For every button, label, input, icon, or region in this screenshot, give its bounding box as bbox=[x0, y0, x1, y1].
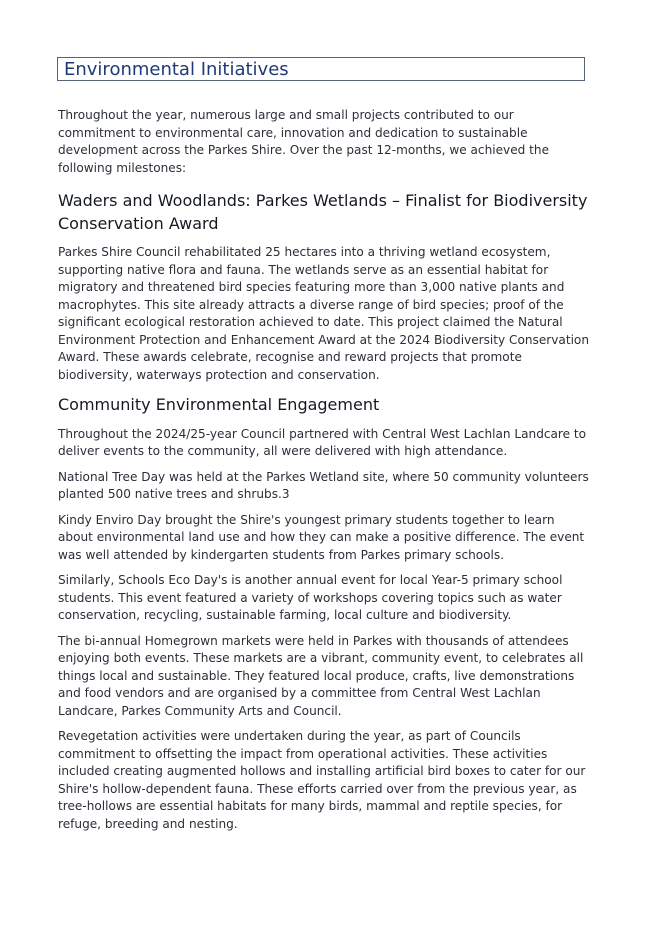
document-body bbox=[58, 107, 592, 841]
section-heading-community: Community Environmental Engagement bbox=[58, 395, 380, 414]
wetlands-paragraph: Parkes Shire Council rehabilitated 25 hectares into a thriving wetland ecosystem, supporting native flora and fauna. The wetlands serve as an essential habitat for migratory and threatened bird species featuring more than 3,000 native plants and macrophytes. This site already attracts a diverse range of bird species; proof of the significant ecological restoration achieved to date. This project claimed the Natural Environment Protection and Enhancement Award at the 2024 Biodiversity Conservation Award. These awards celebrate, recognise and reward projects that promote biodiversity, waterways protection and conservation. bbox=[58, 245, 589, 382]
community-paragraph-markets: The bi-annual Homegrown markets were held in Parkes with thousands of attendees enjoying both events. These markets are a vibrant, community event, to celebrates all things local and sustainable. They featured local produce, crafts, live demonstrations and food vendors and are organised by a committee from Central West Lachlan Landcare, Parkes Community Arts and Council. bbox=[58, 633, 584, 718]
community-paragraph-tree-day: National Tree Day was held at the Parkes Wetland site, where 50 community volunteers planted 500 native trees and shrubs.3 bbox=[58, 469, 589, 501]
community-paragraph-landcare: Throughout the 2024/25-year Council partnered with Central West Lachlan Landcare to deliver events to the community, all were delivered with high attendance. bbox=[58, 426, 587, 458]
community-paragraph-revegetation: Revegetation activities were undertaken during the year, as part of Councils commitment to offsetting the impact from operational activities. These activities included creating augmented hollows and installing artificial bird boxes to cater for our Shire's hollow-dependent fauna. These efforts carried over from the previous year, as tree-hollows are essential habitats for many birds, mammal and reptile species, for refuge, breeding and nesting. bbox=[58, 729, 586, 831]
intro-paragraph: Throughout the year, numerous large and small projects contributed to our commitment to environmental care, innovation and dedication to sustainable development across the Parkes Shire. Over the past 12-months, we achieved the following milestones: bbox=[58, 108, 550, 175]
section-heading-wetlands: Waders and Woodlands: Parkes Wetlands – Finalist for Biodiversity Conservation Award bbox=[58, 191, 588, 233]
community-paragraph-kindy: Kindy Enviro Day brought the Shire's youngest primary students together to learn about environmental land use and how they can make a positive difference. The event was well attended by kindergarten students from Parkes primary schools. bbox=[58, 512, 585, 562]
community-paragraph-eco-day: Similarly, Schools Eco Day's is another annual event for local Year-5 primary school students. This event featured a variety of workshops covering topics such as water conservation, recycling, sustainable farming, local culture and biodiversity. bbox=[58, 573, 563, 622]
page-title: Environmental Initiatives bbox=[64, 59, 289, 80]
page-title-box bbox=[57, 57, 585, 81]
